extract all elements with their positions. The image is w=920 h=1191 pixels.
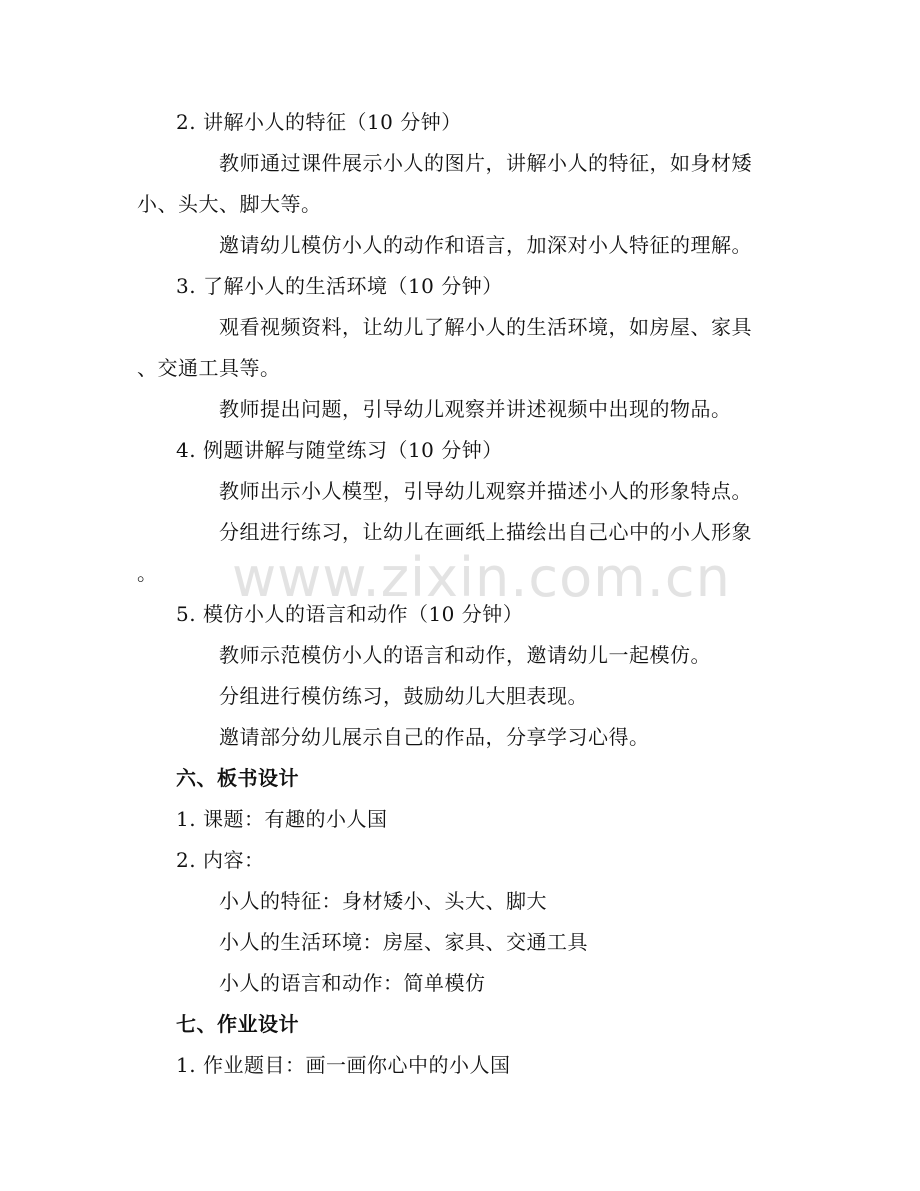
list-item-4-title: 4. 例题讲解与随堂练习（10 分钟） [176,438,503,462]
content-line: 小人的语言和动作：简单模仿 [219,971,486,995]
paragraph-line: 小、头大、脚大等。 [137,192,322,216]
paragraph-line: 、交通工具等。 [137,356,281,380]
paragraph-line: 教师提出问题，引导幼儿观察并讲述视频中出现的物品。 [219,397,732,421]
list-item-5-title: 5. 模仿小人的语言和动作（10 分钟） [176,602,524,626]
paragraph-line: 分组进行模仿练习，鼓励幼儿大胆表现。 [219,684,588,708]
paragraph-line: 邀请部分幼儿展示自己的作品，分享学习心得。 [219,725,650,749]
list-item-2-title: 2. 讲解小人的特征（10 分钟） [176,110,462,134]
section-heading-homework-design: 七、作业设计 [176,1012,299,1036]
paragraph-line: 观看视频资料，让幼儿了解小人的生活环境，如房屋、家具 [219,315,752,339]
list-item-3-title: 3. 了解小人的生活环境（10 分钟） [176,274,503,298]
list-item: 1. 作业题目：画一画你心中的小人国 [176,1053,511,1077]
paragraph-line: 邀请幼儿模仿小人的动作和语言，加深对小人特征的理解。 [219,233,752,257]
paragraph-line: 教师出示小人模型，引导幼儿观察并描述小人的形象特点。 [219,479,752,503]
content-line: 小人的生活环境：房屋、家具、交通工具 [219,930,588,954]
content-line: 小人的特征：身材矮小、头大、脚大 [219,889,547,913]
paragraph-line: 分组进行练习，让幼儿在画纸上描绘出自己心中的小人形象 [219,520,752,544]
paragraph-line: 。 [137,561,158,585]
section-heading-board-design: 六、板书设计 [176,766,299,790]
watermark-text: www.zixin.com.cn [232,546,731,609]
list-item: 1. 课题：有趣的小人国 [176,807,388,831]
paragraph-line: 教师示范模仿小人的语言和动作，邀请幼儿一起模仿。 [219,643,711,667]
list-item: 2. 内容： [176,848,265,872]
paragraph-line: 教师通过课件展示小人的图片，讲解小人的特征，如身材矮 [219,151,752,175]
